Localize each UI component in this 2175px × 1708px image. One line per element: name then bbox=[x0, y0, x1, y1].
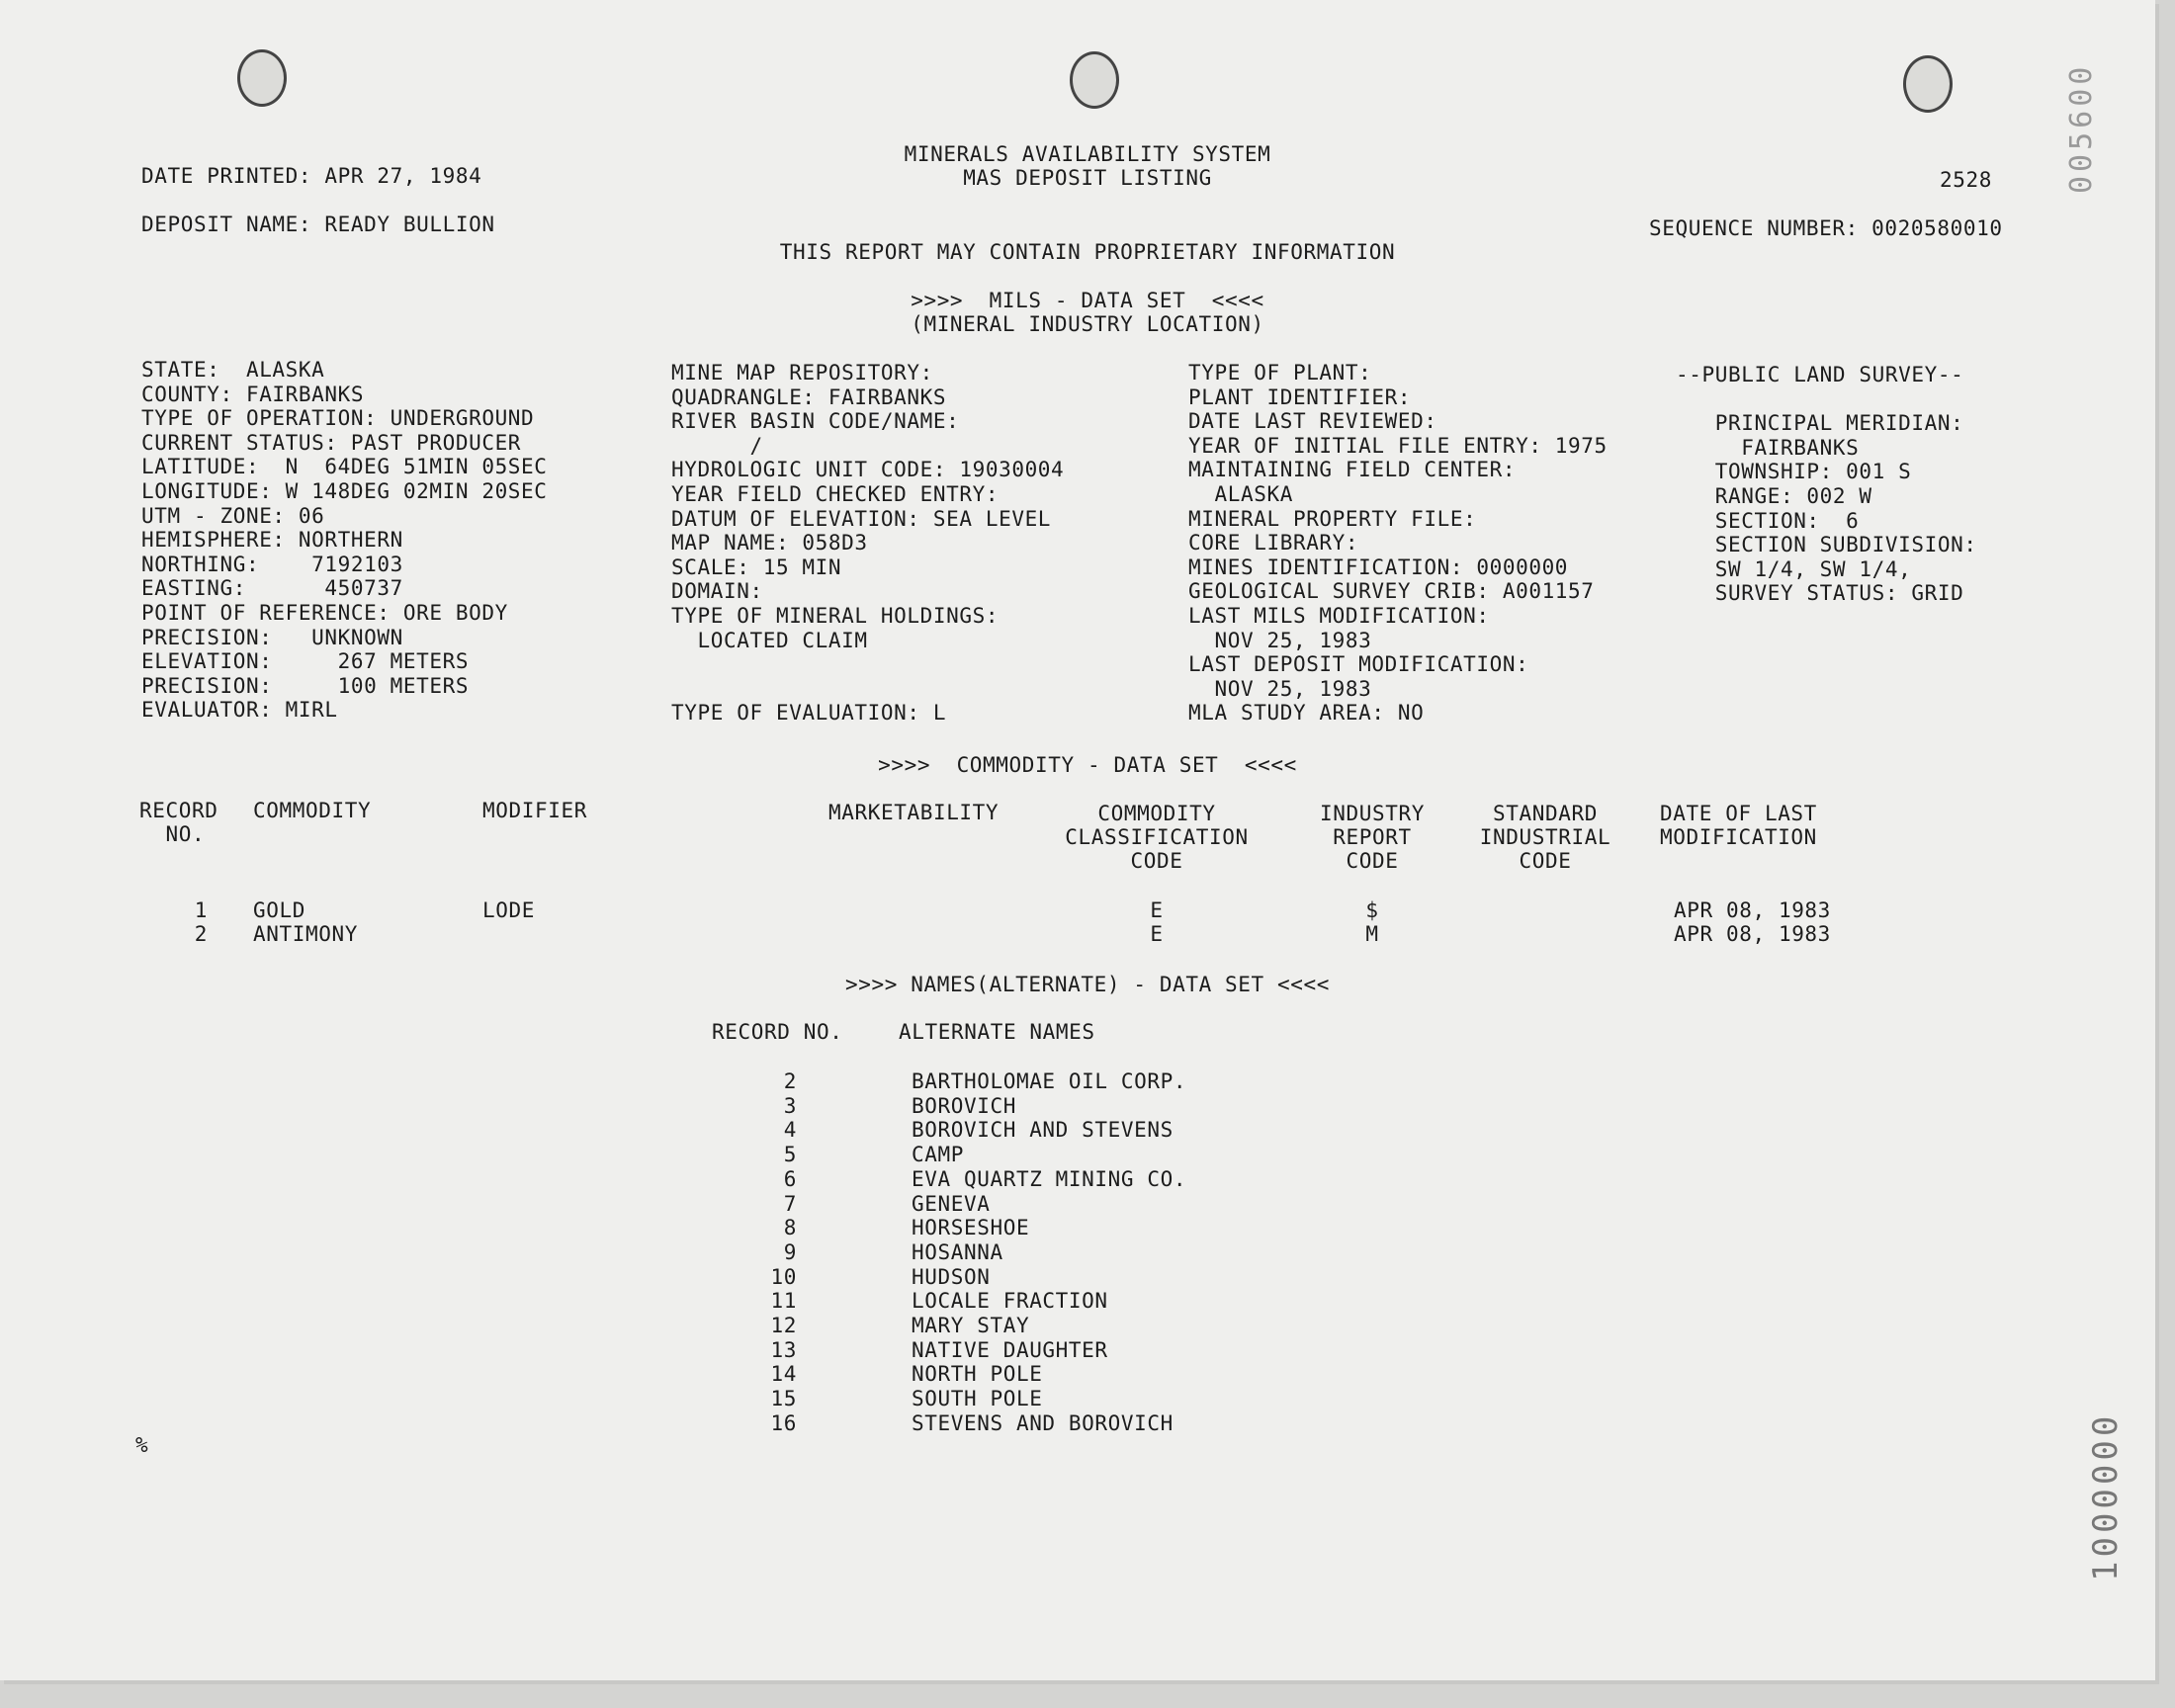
land-survey-field: SURVEY STATUS: GRID bbox=[1676, 581, 1964, 606]
col-header-classification: COMMODITY CLASSIFICATION CODE bbox=[1065, 802, 1249, 873]
record-number: 15 bbox=[770, 1387, 797, 1411]
mils-field: YEAR FIELD CHECKED ENTRY: bbox=[671, 481, 1000, 506]
alternate-name-row bbox=[0, 1192, 2175, 1216]
alternate-name-row bbox=[0, 1069, 2175, 1093]
record-number: 13 bbox=[770, 1337, 797, 1362]
proprietary-notice: THIS REPORT MAY CONTAIN PROPRIETARY INFORMATION bbox=[779, 240, 1396, 264]
names-heading: >>>> NAMES(ALTERNATE) - DATA SET <<<< bbox=[845, 973, 1330, 996]
record-number: 7 bbox=[783, 1191, 797, 1216]
alternate-name-row bbox=[0, 1314, 2175, 1337]
col-header-date: DATE OF LAST MODIFICATION bbox=[1660, 802, 1817, 849]
mils-field: MAP NAME: 058D3 bbox=[671, 531, 868, 555]
mils-field: QUADRANGLE: FAIRBANKS bbox=[671, 384, 947, 409]
mils-field: MINE MAP REPOSITORY: bbox=[671, 361, 933, 384]
mils-field: SCALE: 15 MIN bbox=[671, 555, 842, 579]
alternate-name-row bbox=[0, 1143, 2175, 1166]
alternate-name: NATIVE DAUGHTER bbox=[912, 1337, 1108, 1362]
commodity-row bbox=[0, 922, 2175, 946]
mils-subheading: (MINERAL INDUSTRY LOCATION) bbox=[911, 312, 1264, 336]
alternate-name-row bbox=[0, 1338, 2175, 1362]
percent-mark: % bbox=[135, 1433, 149, 1457]
names-header-alternate: ALTERNATE NAMES bbox=[899, 1020, 1095, 1044]
mils-field: DATE LAST REVIEWED: bbox=[1188, 409, 1437, 434]
mils-field: LONGITUDE: W 148DEG 02MIN 20SEC bbox=[141, 478, 548, 503]
mils-field: MINERAL PROPERTY FILE: bbox=[1188, 506, 1477, 531]
mils-field: DATUM OF ELEVATION: SEA LEVEL bbox=[671, 506, 1052, 531]
mils-field: PRECISION: 100 METERS bbox=[141, 673, 470, 698]
industry-code: $ bbox=[1365, 898, 1379, 922]
alternate-name: HORSESHOE bbox=[912, 1216, 1030, 1240]
mils-field: TYPE OF MINERAL HOLDINGS: bbox=[671, 603, 1000, 628]
mils-field: UTM - ZONE: 06 bbox=[141, 503, 325, 528]
date-printed: DATE PRINTED: APR 27, 1984 bbox=[141, 164, 482, 188]
mils-field bbox=[671, 652, 1064, 677]
mils-field: DOMAIN: bbox=[671, 579, 763, 604]
modification-date: APR 08, 1983 bbox=[1674, 922, 1831, 946]
alternate-name: BARTHOLOMAE OIL CORP. bbox=[912, 1069, 1187, 1093]
alternate-name-row bbox=[0, 1362, 2175, 1386]
alternate-name: SOUTH POLE bbox=[912, 1387, 1043, 1411]
side-stamp: 1000000 bbox=[2086, 1411, 2126, 1581]
modification-date: APR 08, 1983 bbox=[1674, 898, 1831, 922]
punch-hole bbox=[1070, 51, 1119, 109]
mils-column-land-survey bbox=[1676, 363, 1977, 606]
mils-field: GEOLOGICAL SURVEY CRIB: A001157 bbox=[1188, 579, 1595, 604]
col-header-record-no: RECORD NO. bbox=[139, 799, 218, 846]
record-number: 8 bbox=[783, 1216, 797, 1240]
commodity-name: GOLD bbox=[253, 898, 305, 922]
commodity-name: ANTIMONY bbox=[253, 922, 358, 946]
alternate-name-row bbox=[0, 1094, 2175, 1118]
mils-field: NOV 25, 1983 bbox=[1188, 676, 1372, 701]
mils-field: NORTHING: 7192103 bbox=[141, 552, 403, 576]
mils-field: HEMISPHERE: NORTHERN bbox=[141, 528, 403, 553]
record-number: 10 bbox=[770, 1264, 797, 1289]
mils-field: HYDROLOGIC UNIT CODE: 19030004 bbox=[671, 458, 1065, 482]
mils-column-geography bbox=[671, 361, 1064, 726]
alternate-name-row bbox=[0, 1118, 2175, 1142]
classification-code: E bbox=[1150, 898, 1164, 922]
alternate-name: EVA QUARTZ MINING CO. bbox=[912, 1166, 1187, 1191]
mils-field: LAST MILS MODIFICATION: bbox=[1188, 603, 1490, 628]
col-header-sic: STANDARD INDUSTRIAL CODE bbox=[1479, 802, 1611, 873]
punch-hole bbox=[1903, 55, 1953, 113]
alternate-name: HUDSON bbox=[912, 1264, 991, 1289]
record-number: 3 bbox=[783, 1093, 797, 1118]
mils-field: POINT OF REFERENCE: ORE BODY bbox=[141, 600, 508, 625]
record-number: 16 bbox=[770, 1410, 797, 1435]
alternate-name: STEVENS AND BOROVICH bbox=[912, 1410, 1174, 1435]
record-number: 5 bbox=[783, 1143, 797, 1167]
industry-code: M bbox=[1365, 922, 1379, 946]
col-header-commodity: COMMODITY bbox=[253, 799, 372, 822]
mils-field: LAST DEPOSIT MODIFICATION: bbox=[1188, 652, 1529, 677]
col-header-modifier: MODIFIER bbox=[482, 799, 587, 822]
mils-field: CURRENT STATUS: PAST PRODUCER bbox=[141, 430, 522, 455]
mils-field: COUNTY: FAIRBANKS bbox=[141, 382, 365, 406]
alternate-name: BOROVICH bbox=[912, 1093, 1016, 1118]
alternate-name-row bbox=[0, 1216, 2175, 1239]
col-header-marketability: MARKETABILITY bbox=[828, 801, 1000, 824]
mils-field: PRECISION: UNKNOWN bbox=[141, 625, 403, 649]
mils-field: TYPE OF EVALUATION: L bbox=[671, 701, 947, 726]
col-header-industry: INDUSTRY REPORT CODE bbox=[1320, 802, 1425, 873]
alternate-name: BOROVICH AND STEVENS bbox=[912, 1118, 1174, 1143]
mils-field: ELEVATION: 267 METERS bbox=[141, 649, 470, 674]
record-number: 2 bbox=[783, 1069, 797, 1093]
mils-field: TYPE OF PLANT: bbox=[1188, 361, 1372, 384]
mils-field: MAINTAINING FIELD CENTER: bbox=[1188, 458, 1517, 482]
system-title: MINERALS AVAILABILITY SYSTEM bbox=[904, 142, 1271, 166]
mils-heading: >>>> MILS - DATA SET <<<< bbox=[911, 289, 1264, 312]
alternate-name-row bbox=[0, 1411, 2175, 1435]
mils-field: LOCATED CLAIM bbox=[671, 628, 868, 652]
record-number: 14 bbox=[770, 1362, 797, 1387]
mils-field: TYPE OF OPERATION: UNDERGROUND bbox=[141, 406, 535, 431]
alternate-name: GENEVA bbox=[912, 1191, 991, 1216]
land-survey-field: FAIRBANKS bbox=[1676, 435, 1860, 460]
mils-field: RIVER BASIN CODE/NAME: bbox=[671, 409, 960, 434]
mils-field: ALASKA bbox=[1188, 481, 1293, 506]
record-number: 4 bbox=[783, 1118, 797, 1143]
top-stamp: 005600 bbox=[2064, 62, 2099, 194]
names-header-record: RECORD NO. bbox=[712, 1020, 843, 1044]
land-survey-field: SECTION SUBDIVISION: bbox=[1676, 533, 1977, 557]
deposit-name: DEPOSIT NAME: READY BULLION bbox=[141, 213, 495, 236]
mils-field: MINES IDENTIFICATION: 0000000 bbox=[1188, 555, 1569, 579]
mils-field: YEAR OF INITIAL FILE ENTRY: 1975 bbox=[1188, 433, 1608, 458]
alternate-name-row bbox=[0, 1387, 2175, 1410]
sequence-number: SEQUENCE NUMBER: 0020580010 bbox=[1649, 216, 2003, 240]
record-number: 1 bbox=[194, 898, 208, 922]
mils-column-location bbox=[141, 358, 548, 723]
record-number: 9 bbox=[783, 1239, 797, 1264]
land-survey-field: PRINCIPAL MERIDIAN: bbox=[1676, 411, 1964, 436]
land-survey-field: SECTION: 6 bbox=[1676, 508, 1860, 533]
punch-hole bbox=[237, 49, 287, 107]
land-survey-field: RANGE: 002 W bbox=[1676, 483, 1872, 508]
alternate-name: MARY STAY bbox=[912, 1314, 1030, 1337]
record-number: 12 bbox=[770, 1314, 797, 1337]
mils-field bbox=[671, 677, 1064, 702]
alternate-name-row bbox=[0, 1289, 2175, 1313]
record-number: 11 bbox=[770, 1289, 797, 1314]
land-survey-field: --PUBLIC LAND SURVEY-- bbox=[1676, 363, 1964, 386]
mils-field: LATITUDE: N 64DEG 51MIN 05SEC bbox=[141, 455, 548, 479]
alternate-name: HOSANNA bbox=[912, 1239, 1003, 1264]
commodity-modifier: LODE bbox=[482, 898, 535, 922]
mils-field: EVALUATOR: MIRL bbox=[141, 698, 338, 723]
alternate-name: NORTH POLE bbox=[912, 1362, 1043, 1387]
alternate-name: LOCALE FRACTION bbox=[912, 1289, 1108, 1314]
alternate-name-row bbox=[0, 1265, 2175, 1289]
commodity-row bbox=[0, 898, 2175, 922]
record-number: 2 bbox=[194, 922, 208, 946]
mils-field: NOV 25, 1983 bbox=[1188, 628, 1372, 652]
page-number: 2528 bbox=[1940, 168, 1992, 192]
listing-title: MAS DEPOSIT LISTING bbox=[963, 166, 1212, 190]
mils-field: / bbox=[671, 433, 763, 458]
alternate-name: CAMP bbox=[912, 1143, 964, 1167]
mils-column-records bbox=[1188, 361, 1608, 726]
mils-field: PLANT IDENTIFIER: bbox=[1188, 384, 1412, 409]
mils-field: CORE LIBRARY: bbox=[1188, 531, 1359, 555]
classification-code: E bbox=[1150, 922, 1164, 946]
mils-field: EASTING: 450737 bbox=[141, 576, 403, 601]
land-survey-field bbox=[1676, 387, 1977, 412]
land-survey-field: TOWNSHIP: 001 S bbox=[1676, 460, 1912, 484]
land-survey-field: SW 1/4, SW 1/4, bbox=[1676, 556, 1912, 581]
alternate-name-row bbox=[0, 1240, 2175, 1264]
mils-field: STATE: ALASKA bbox=[141, 358, 325, 382]
mils-field: MLA STUDY AREA: NO bbox=[1188, 701, 1425, 726]
record-number: 6 bbox=[783, 1166, 797, 1191]
commodity-heading: >>>> COMMODITY - DATA SET <<<< bbox=[878, 753, 1297, 777]
alternate-name-row bbox=[0, 1167, 2175, 1191]
